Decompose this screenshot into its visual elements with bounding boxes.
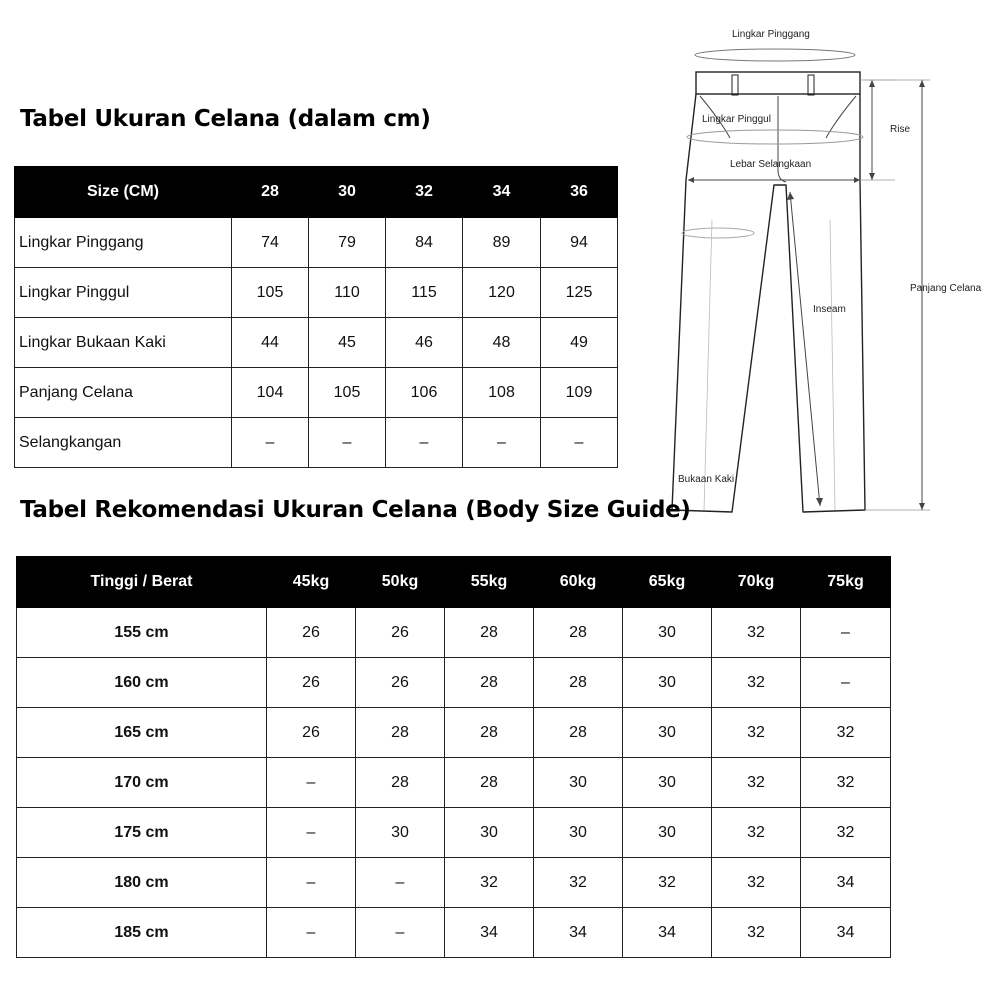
table-cell: 94 (541, 218, 618, 268)
table-cell: 115 (386, 268, 463, 318)
table-cell: – (232, 418, 309, 468)
table-cell: 32 (712, 858, 801, 908)
table-row (15, 318, 618, 368)
waist-label: Lingkar Pinggang (732, 29, 810, 40)
table-cell: 30 (623, 808, 712, 858)
table-cell: – (267, 858, 356, 908)
table-cell: – (356, 908, 445, 958)
table-cell: 32 (712, 908, 801, 958)
table-row (15, 218, 618, 268)
table-cell: 32 (712, 758, 801, 808)
table-cell: 32 (534, 858, 623, 908)
trouser-outline (672, 94, 865, 512)
size-header-30: 30 (309, 167, 386, 218)
table-cell: 26 (356, 608, 445, 658)
height-weight-header: Tinggi / Berat (17, 557, 267, 608)
table-row (17, 758, 891, 808)
table-cell: 26 (356, 658, 445, 708)
table-row (17, 808, 891, 858)
height-label: 175 cm (17, 808, 267, 858)
row-label: Lingkar Pinggul (15, 268, 232, 318)
table-cell: – (801, 608, 891, 658)
crease-right (830, 220, 835, 510)
height-label: 160 cm (17, 658, 267, 708)
table-cell: 32 (712, 658, 801, 708)
table-cell: 30 (534, 758, 623, 808)
leg-opening-label: Bukaan Kaki (678, 474, 735, 485)
height-label: 185 cm (17, 908, 267, 958)
belt-loop-right-icon (808, 75, 814, 95)
knee-ellipse (682, 228, 754, 238)
table-cell: 28 (445, 758, 534, 808)
table-cell: – (356, 858, 445, 908)
table-cell: 30 (623, 758, 712, 808)
table-cell: 106 (386, 368, 463, 418)
hip-label: Lingkar Pinggul (702, 114, 771, 125)
table-cell: 34 (623, 908, 712, 958)
table-cell: 104 (232, 368, 309, 418)
rise-label: Rise (890, 124, 911, 135)
table-cell: – (309, 418, 386, 468)
table-row (17, 908, 891, 958)
size-header-label: Size (CM) (15, 167, 232, 218)
crease-left (704, 220, 712, 510)
table-cell: – (267, 908, 356, 958)
table-cell: 32 (623, 858, 712, 908)
table-cell: 26 (267, 658, 356, 708)
table-cell: 28 (534, 608, 623, 658)
table-cell: 28 (356, 708, 445, 758)
table-cell: 32 (712, 608, 801, 658)
waist-ellipse (695, 49, 855, 61)
table-cell: 28 (534, 708, 623, 758)
row-label: Lingkar Pinggang (15, 218, 232, 268)
table-cell: 34 (801, 858, 891, 908)
size-header-32: 32 (386, 167, 463, 218)
height-label: 180 cm (17, 858, 267, 908)
table-cell: 32 (801, 708, 891, 758)
table-cell: 49 (541, 318, 618, 368)
table-cell: – (267, 758, 356, 808)
table-cell: 32 (801, 758, 891, 808)
table-cell: 26 (267, 708, 356, 758)
weight-header: 75kg (801, 557, 891, 608)
table-cell: 30 (445, 808, 534, 858)
table-cell: 125 (541, 268, 618, 318)
size-header-28: 28 (232, 167, 309, 218)
weight-header: 45kg (267, 557, 356, 608)
table-cell: 110 (309, 268, 386, 318)
belt-loop-left-icon (732, 75, 738, 95)
table-cell: 120 (463, 268, 541, 318)
size-table (14, 166, 618, 468)
table-cell: – (463, 418, 541, 468)
table-cell: 44 (232, 318, 309, 368)
table-cell: 32 (801, 808, 891, 858)
table-cell: 28 (356, 758, 445, 808)
table-cell: 34 (801, 908, 891, 958)
length-label: Panjang Celana (910, 283, 982, 294)
row-label: Panjang Celana (15, 368, 232, 418)
table-cell: 26 (267, 608, 356, 658)
table-cell: 108 (463, 368, 541, 418)
table-cell: 105 (232, 268, 309, 318)
size-header-36: 36 (541, 167, 618, 218)
table-cell: 79 (309, 218, 386, 268)
table-cell: 32 (445, 858, 534, 908)
size-table-header-row (15, 167, 618, 218)
table-cell: 45 (309, 318, 386, 368)
weight-header: 55kg (445, 557, 534, 608)
table-row (15, 268, 618, 318)
table-cell: – (801, 658, 891, 708)
recommendation-table (16, 556, 891, 958)
table-cell: 74 (232, 218, 309, 268)
table-cell: 30 (534, 808, 623, 858)
table-cell: 89 (463, 218, 541, 268)
pants-measurement-diagram (660, 20, 995, 525)
recommendation-table-title: Tabel Rekomendasi Ukuran Celana (Body Size Guide) (20, 497, 691, 523)
table-cell: – (267, 808, 356, 858)
table-cell: – (541, 418, 618, 468)
table-cell: 34 (534, 908, 623, 958)
table-cell: 109 (541, 368, 618, 418)
table-row (17, 858, 891, 908)
table-cell: 46 (386, 318, 463, 368)
row-label: Lingkar Bukaan Kaki (15, 318, 232, 368)
size-header-34: 34 (463, 167, 541, 218)
recommendation-header-row (17, 557, 891, 608)
table-cell: 84 (386, 218, 463, 268)
table-cell: 28 (445, 708, 534, 758)
table-cell: – (386, 418, 463, 468)
waistband (696, 72, 860, 94)
height-label: 155 cm (17, 608, 267, 658)
table-row (15, 418, 618, 468)
weight-header: 70kg (712, 557, 801, 608)
height-label: 165 cm (17, 708, 267, 758)
table-cell: 28 (445, 658, 534, 708)
table-cell: 32 (712, 808, 801, 858)
table-cell: 34 (445, 908, 534, 958)
inseam-label: Inseam (813, 304, 846, 315)
table-cell: 48 (463, 318, 541, 368)
height-label: 170 cm (17, 758, 267, 808)
table-cell: 30 (356, 808, 445, 858)
table-cell: 28 (445, 608, 534, 658)
hip-ellipse (687, 130, 863, 144)
table-cell: 32 (712, 708, 801, 758)
table-cell: 30 (623, 708, 712, 758)
table-row (17, 608, 891, 658)
table-row (15, 368, 618, 418)
table-cell: 105 (309, 368, 386, 418)
weight-header: 60kg (534, 557, 623, 608)
weight-header: 50kg (356, 557, 445, 608)
thigh-label: Lebar Selangkaan (730, 159, 812, 170)
table-row (17, 658, 891, 708)
weight-header: 65kg (623, 557, 712, 608)
table-cell: 30 (623, 658, 712, 708)
table-cell: 28 (534, 658, 623, 708)
table-cell: 30 (623, 608, 712, 658)
table-row (17, 708, 891, 758)
size-table-title: Tabel Ukuran Celana (dalam cm) (20, 106, 431, 132)
row-label: Selangkangan (15, 418, 232, 468)
